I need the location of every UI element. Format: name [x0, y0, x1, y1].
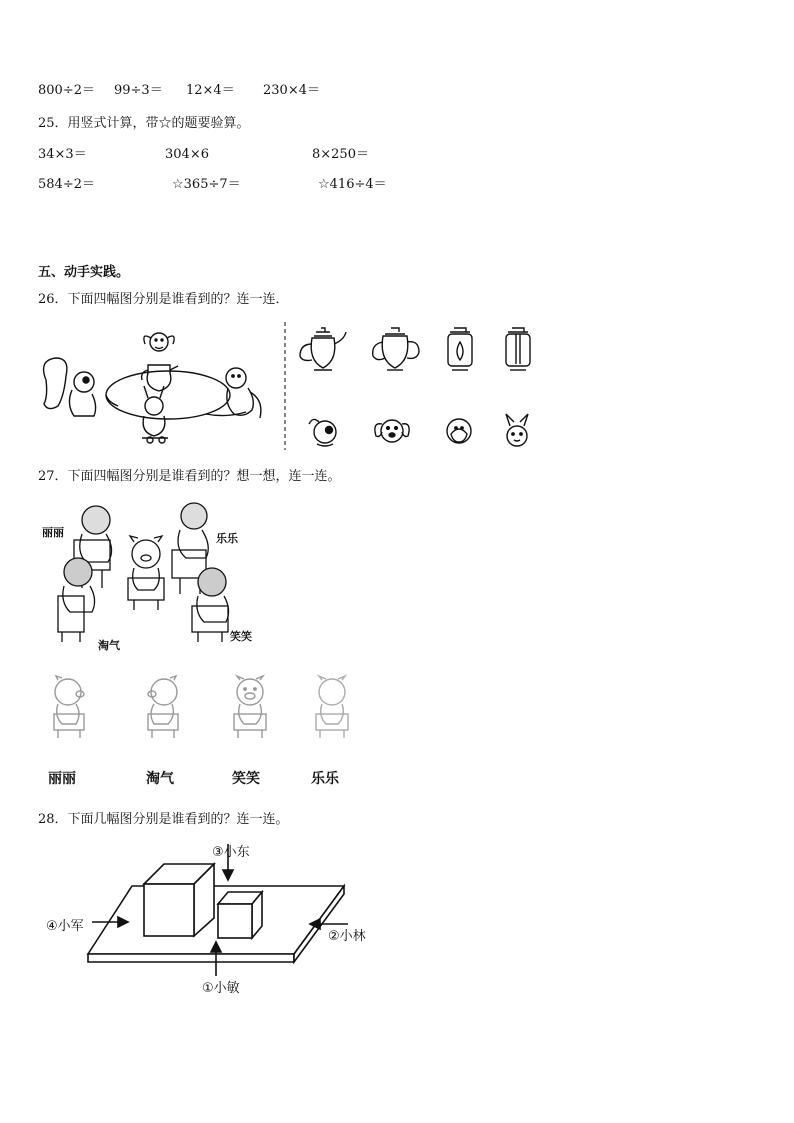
q28-label-xiaojun: ④小军 [46, 919, 84, 934]
q27-view-label-3: 笑笑 [232, 771, 260, 787]
q26-monkey-face-image [442, 414, 476, 448]
q28-title: 28．下面几幅图分别是谁看到的？连一连。 [38, 812, 289, 827]
q26-view-2-image [367, 326, 423, 376]
q25-expr-1: 34×3＝ [38, 147, 87, 162]
q27-view-3-image [228, 674, 272, 740]
q24-expr-2: 99÷3＝ [114, 83, 163, 98]
q25-title: 25．用竖式计算，带☆的题要验算。 [38, 116, 250, 131]
q25-expr-5: ☆365÷7＝ [172, 177, 241, 192]
q26-dog-face-image [372, 414, 412, 448]
q27-view-label-1: 丽丽 [48, 771, 76, 787]
q24-expr-1: 800÷2＝ [38, 83, 95, 98]
q28-label-xiaomin: ①小敏 [202, 981, 240, 996]
q26-view-1-image [296, 326, 350, 376]
q28-label-xiaolin: ②小林 [328, 929, 366, 944]
q25-expr-2: 304×6 [165, 147, 209, 162]
q28-label-xiaodong: ③小东 [212, 845, 250, 860]
q27-scene-label-taoqi: 淘气 [98, 639, 120, 652]
q27-view-2-image [140, 674, 184, 740]
q26-view-3-image [440, 326, 480, 376]
q25-expr-4: 584÷2＝ [38, 177, 95, 192]
q27-scene-label-lili: 丽丽 [42, 526, 64, 539]
q27-scene-image [42, 498, 252, 648]
q26-title: 26．下面四幅图分别是谁看到的？连一连． [38, 292, 289, 307]
q27-view-label-2: 淘气 [146, 771, 174, 787]
q27-view-label-4: 乐乐 [311, 771, 339, 787]
q24-expr-4: 230×4＝ [263, 83, 320, 98]
q25-expr-6: ☆416÷4＝ [318, 177, 387, 192]
q26-view-4-image [498, 326, 538, 376]
q27-scene-label-lele: 乐乐 [216, 532, 238, 545]
q24-expr-3: 12×4＝ [186, 83, 235, 98]
q25-expr-3: 8×250＝ [312, 147, 369, 162]
q27-view-4-image [310, 674, 354, 740]
q26-divider [283, 322, 287, 450]
q27-title: 27．下面四幅图分别是谁看到的？想一想，连一连。 [38, 469, 341, 484]
q26-scene-image [38, 320, 278, 452]
q27-view-1-image [48, 674, 92, 740]
section5-title: 五、动手实践。 [38, 265, 130, 280]
q27-scene-label-xiaoxiao: 笑笑 [230, 630, 252, 643]
q26-rabbit-face-image [500, 412, 534, 450]
q28-diagram [80, 838, 370, 988]
q26-squirrel-face-image [305, 414, 341, 448]
